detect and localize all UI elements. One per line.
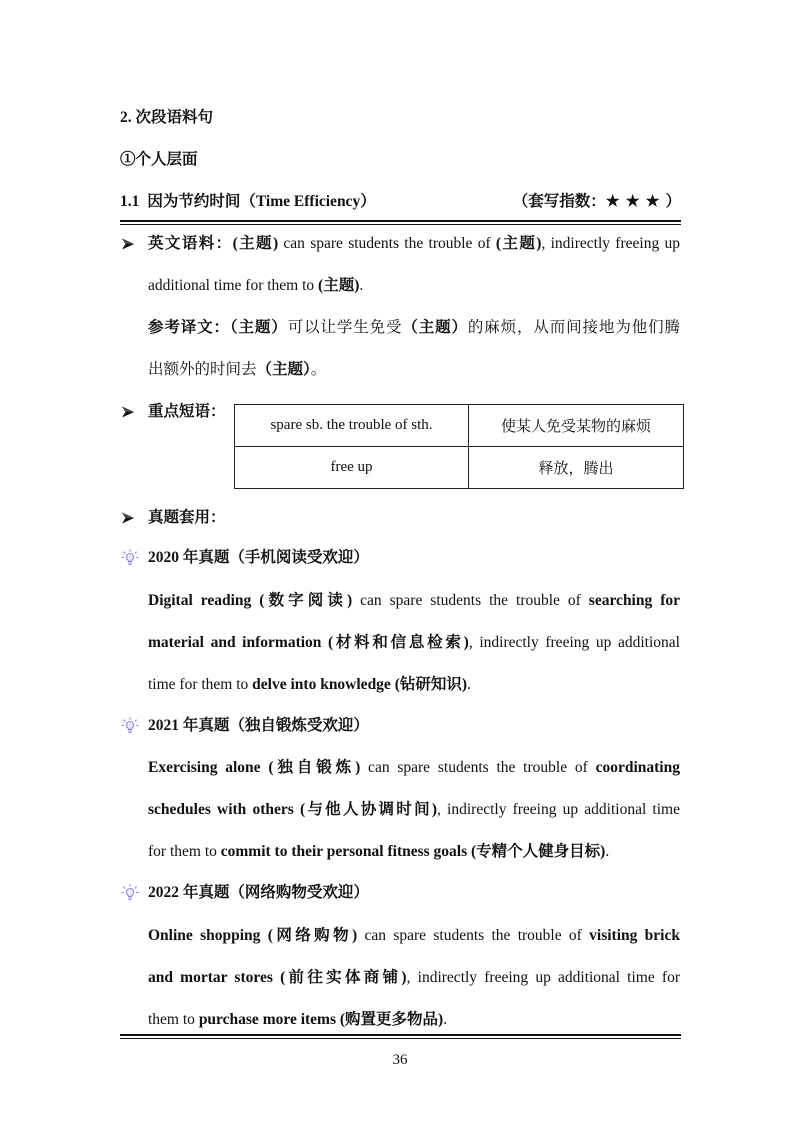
text-line: [148, 664, 680, 706]
topic-title-group: [120, 181, 376, 223]
arrow-bullet-icon: [121, 405, 135, 419]
emphasis-text: 参考译文：: [148, 319, 230, 336]
body-text: , indirectly freeing up additional: [468, 634, 680, 651]
topic-header: [120, 181, 681, 223]
topic-title: 因为节约时间（Time Efficiency）: [147, 193, 376, 210]
emphasis-text: and mortar stores (前往实体商铺): [148, 969, 407, 986]
exam-usage-label: 真题套用：: [148, 509, 226, 526]
exam-heading: 2022 年真题（网络购物受欢迎）: [148, 884, 369, 901]
body-text: additional time for them to: [148, 277, 319, 294]
emphasis-text: （主题）: [229, 319, 288, 336]
corpus-translation: [148, 307, 680, 391]
lightbulb-icon: [121, 717, 139, 735]
exam-example: [148, 747, 680, 873]
emphasis-text: 英文语料：: [148, 235, 233, 252]
text-line: [148, 957, 680, 999]
body-text: 出额外的时间去: [148, 361, 257, 378]
text-line: [148, 223, 680, 265]
body-text: .: [359, 277, 364, 294]
difficulty-label: （套写指数：: [512, 193, 606, 210]
body-text: can spare students the trouble of: [360, 759, 596, 776]
text-line: [148, 307, 680, 349]
text-line: [148, 831, 680, 873]
phrase-en: free up: [235, 447, 469, 489]
text-line: [148, 789, 680, 831]
emphasis-text: (主题): [318, 277, 360, 294]
key-phrases-label: 重点短语：: [148, 403, 226, 420]
key-phrases-table: [234, 404, 684, 489]
text-line: [148, 747, 680, 789]
exam-example: [148, 580, 680, 706]
emphasis-text: visiting brick: [589, 927, 680, 944]
emphasis-text: Online shopping (网络购物): [148, 927, 358, 944]
body-text: .: [467, 676, 471, 693]
body-text: them to: [148, 1011, 199, 1028]
body-text: can spare students the trouble of: [278, 235, 496, 252]
difficulty-close: ）: [665, 193, 681, 210]
emphasis-text: Digital reading (数字阅读): [148, 592, 353, 609]
arrow-bullet-icon: [121, 237, 135, 251]
text-line: [148, 265, 680, 307]
text-line: [148, 349, 680, 391]
emphasis-text: schedules with others (与他人协调时间): [148, 801, 438, 818]
difficulty-index: [513, 181, 681, 223]
body-text: for them to: [148, 843, 221, 860]
arrow-bullet-icon: [121, 511, 135, 525]
emphasis-text: Exercising alone (独自锻炼): [148, 759, 361, 776]
lightbulb-icon: [121, 549, 139, 567]
body-text: can spare students the trouble of: [352, 592, 589, 609]
body-text: , indirectly freeing up additional time: [437, 801, 680, 818]
exam-heading: 2020 年真题（手机阅读受欢迎）: [148, 549, 369, 566]
emphasis-text: coordinating: [595, 759, 680, 776]
body-text: , indirectly freeing up additional time for: [406, 969, 680, 986]
body-text: 的麻烦，从而间接地为他们腾: [467, 319, 680, 336]
body-text: time for them to: [148, 676, 253, 693]
phrase-zh: 使某人免受某物的麻烦: [469, 405, 684, 447]
corpus-english: [148, 223, 680, 307]
section-title: 2. 次段语料句: [120, 109, 214, 126]
phrase-en: spare sb. the trouble of sth.: [235, 405, 469, 447]
body-text: 。: [310, 361, 327, 378]
body-text: can spare students the trouble of: [357, 927, 590, 944]
emphasis-text: (主题): [495, 235, 542, 252]
body-text: , indirectly freeing up: [541, 235, 680, 252]
difficulty-stars: ★★★: [605, 193, 666, 210]
page-number: 36: [392, 1052, 408, 1068]
text-line: [148, 622, 680, 664]
emphasis-text: purchase more items (购置更多物品): [198, 1011, 444, 1028]
exam-heading: 2021 年真题（独自锻炼受欢迎）: [148, 717, 369, 734]
body-text: 可以让学生免受: [287, 319, 403, 336]
text-line: [148, 915, 680, 957]
emphasis-text: （主题）: [256, 361, 311, 378]
body-text: .: [443, 1011, 448, 1028]
phrase-zh: 释放，腾出: [469, 447, 684, 489]
body-text: .: [605, 843, 610, 860]
emphasis-text: (主题): [232, 235, 279, 252]
exam-example: [148, 915, 680, 1041]
phrase-row: [235, 405, 684, 447]
emphasis-text: material and information (材料和信息检索): [148, 634, 469, 651]
section-subtitle: ①个人层面: [120, 151, 198, 168]
lightbulb-icon: [121, 884, 139, 902]
emphasis-text: searching for: [588, 592, 681, 609]
topic-number: 1.1: [120, 193, 140, 210]
phrase-row: [235, 447, 684, 489]
emphasis-text: commit to their personal fitness goals (专精个人健身目标): [220, 843, 606, 860]
text-line: [148, 580, 680, 622]
emphasis-text: （主题）: [402, 319, 468, 336]
emphasis-text: delve into knowledge (钻研知识): [252, 676, 468, 693]
